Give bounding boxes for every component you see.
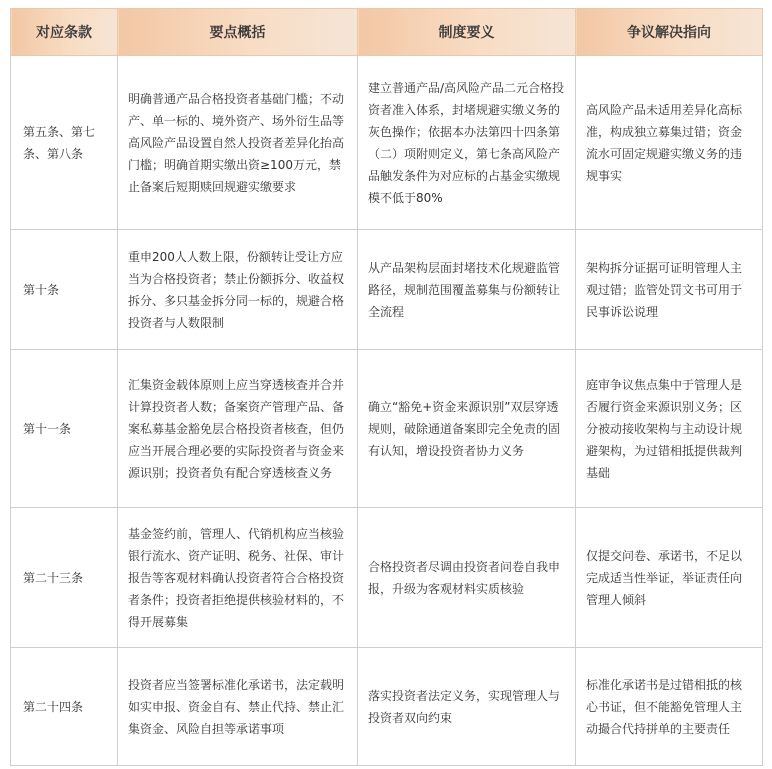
dispute-cell: 架构拆分证据可证明管理人主观过错；监管处罚文书可用于民事诉讼说理	[576, 230, 763, 350]
table-row	[11, 648, 763, 766]
article-cell: 第五条、第七条、第八条	[11, 56, 118, 230]
essence-cell: 合格投资者尽调由投资者问卷自我申报，升级为客观材料实质核验	[358, 508, 576, 648]
essence-cell: 确立“豁免+资金来源识别”双层穿透规则，破除通道备案即完全免责的固有认知，增设投资者协力义务	[358, 350, 576, 508]
essence-cell: 建立普通产品/高风险产品二元合格投资者准入体系，封堵规避实缴义务的灰色操作；依据本办法第四十四条第（二）项附则定义，第七条高风险产品触发条件为对应标的占基金实缴规模不低于80%	[358, 56, 576, 230]
article-cell: 第十一条	[11, 350, 118, 508]
summary-cell: 汇集资金载体原则上应当穿透核查并合并计算投资者人数；备案资产管理产品、备案私募基金豁免层合格投资者核查，但仍应当开展合理必要的实际投资者与资金来源识别；投资者负有配合穿透核查义务	[118, 350, 358, 508]
dispute-cell: 标准化承诺书是过错相抵的核心书证，但不能豁免管理人主动撮合代持拼单的主要责任	[576, 648, 763, 766]
article-cell: 第二十四条	[11, 648, 118, 766]
header-summary: 要点概括	[118, 9, 358, 56]
table-row	[11, 350, 763, 508]
table-row	[11, 508, 763, 648]
table-row	[11, 56, 763, 230]
essence-cell: 从产品架构层面封堵技术化规避监管路径，规制范围覆盖募集与份额转让全流程	[358, 230, 576, 350]
dispute-cell: 仅提交问卷、承诺书，不足以完成适当性举证，举证责任向管理人倾斜	[576, 508, 763, 648]
summary-cell: 明确普通产品合格投资者基础门槛；不动产、单一标的、境外资产、场外衍生品等高风险产品设置自然人投资者差异化抬高门槛；明确首期实缴出资≥100万元，禁止备案后短期赎回规避实缴要求	[118, 56, 358, 230]
essence-cell: 落实投资者法定义务，实现管理人与投资者双向约束	[358, 648, 576, 766]
article-cell: 第十条	[11, 230, 118, 350]
header-article: 对应条款	[11, 9, 118, 56]
header-essence: 制度要义	[358, 9, 576, 56]
table-row	[11, 230, 763, 350]
dispute-cell: 高风险产品未适用差异化高标准，构成独立募集过错；资金流水可固定规避实缴义务的违规事实	[576, 56, 763, 230]
summary-cell: 基金签约前，管理人、代销机构应当核验银行流水、资产证明、税务、社保、审计报告等客观材料确认投资者符合合格投资者条件；投资者拒绝提供核验材料的，不得开展募集	[118, 508, 358, 648]
dispute-cell: 庭审争议焦点集中于管理人是否履行资金来源识别义务；区分被动接收架构与主动设计规避架构，为过错相抵提供裁判基础	[576, 350, 763, 508]
header-dispute: 争议解决指向	[576, 9, 763, 56]
summary-cell: 重申200人人数上限，份额转让受让方应当为合格投资者；禁止份额拆分、收益权拆分、多只基金拆分同一标的，规避合格投资者与人数限制	[118, 230, 358, 350]
table-header-row	[11, 9, 763, 56]
summary-cell: 投资者应当签署标准化承诺书，法定载明如实申报、资金自有、禁止代持、禁止汇集资金、风险自担等承诺事项	[118, 648, 358, 766]
regulation-comparison-table	[10, 8, 763, 766]
article-cell: 第二十三条	[11, 508, 118, 648]
regulation-table-container	[10, 8, 762, 766]
